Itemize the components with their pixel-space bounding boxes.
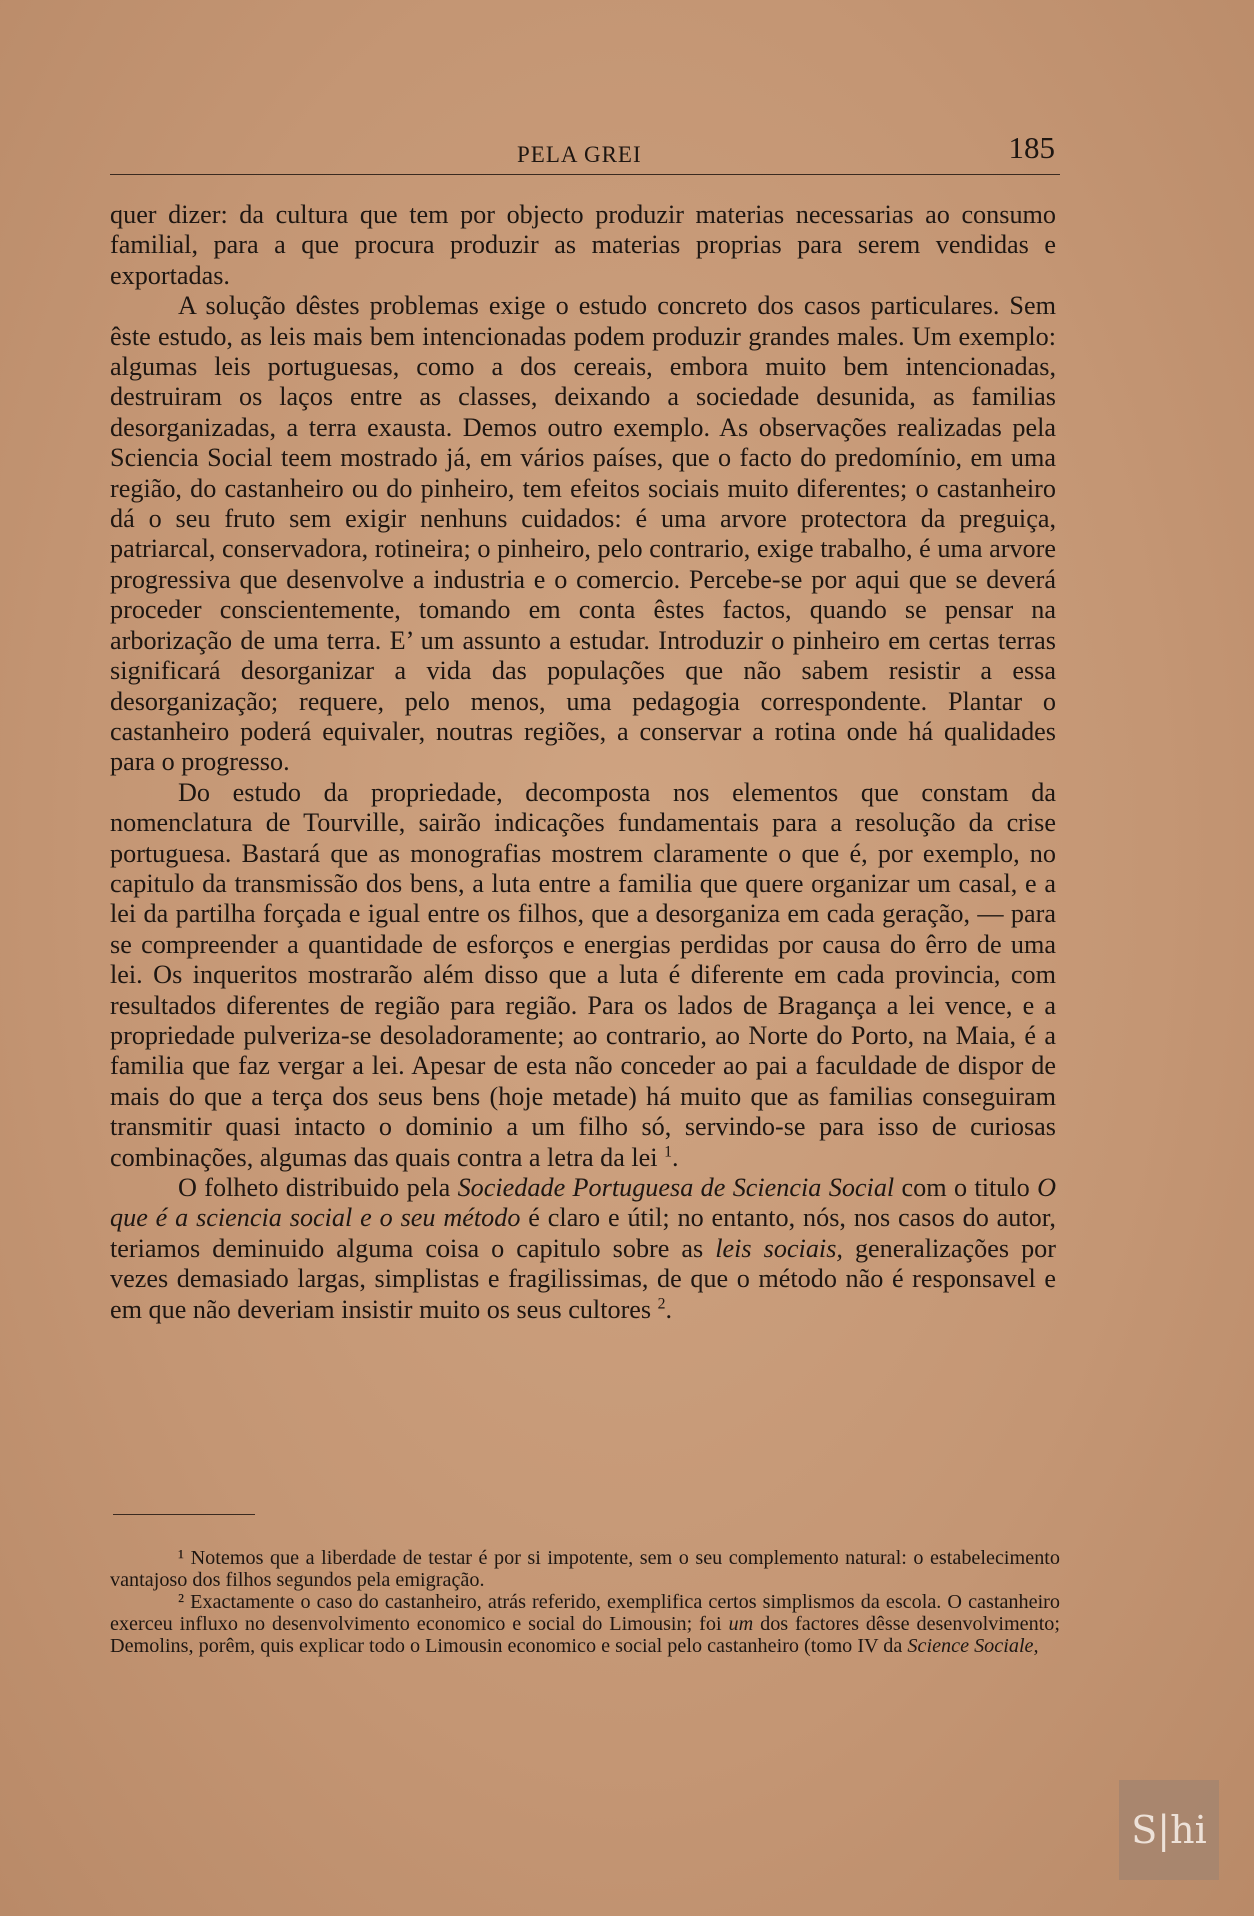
library-logo: S|hi bbox=[1119, 1780, 1219, 1880]
footnote-1: ¹ Notemos que a liberdade de testar é por si impotente, sem o seu complemento natural: o estabelecimento vantajoso dos filhos segundos pela emigração. bbox=[110, 1547, 1060, 1591]
p4-booklet-title: O que é a sciencia social e o seu método bbox=[110, 1173, 1056, 1233]
p4-society-name: Sociedade Portuguesa de Sciencia Social bbox=[457, 1173, 895, 1202]
fn2-um: um bbox=[728, 1613, 754, 1635]
paragraph-3-text: Do estudo da propriedade, decomposta nos elementos que constam da nomenclatura de Tourville, sairão indicações fundamentais para a resolução da crise portuguesa. Bastará que as monografias mostrem claramente o que é, por exemplo, no capitulo da transmissão dos bens, a luta entre a familia que quere organizar um casal, e a lei da partilha forçada e igual entre os filhos, que a desorganiza em cada geração, — para se compreender a quantidade de esforços e energias perdidas por causa do êrro de uma lei. Os inqueritos mostrarão além disso que a luta é diferente em cada provincia, com resultados diferentes de região para região. Para os lados de Bragança a lei vence, e a propriedade pulveriza-se desoladoramente; ao contrario, ao Norte do Porto, na Maia, é a familia que faz vergar a lei. Apesar de esta não conceder ao pai a faculdade de dispor de mais do que a terça dos seus bens (hoje metade) há muito que as familias conseguiram transmitir quasi intacto o dominio a um filho só, servindo-se para isso de curiosas combinações, algumas das quais contra a letra da lei bbox=[110, 777, 1056, 1172]
footnote-rule bbox=[113, 1514, 255, 1515]
fn2-text-a: ² Exactamente o caso do castanheiro, atrás referido, exemplifica certos simplismos da escola. O castanheiro exerceu influxo no desenvolvimento economico e social do Limousin; foi bbox=[110, 1591, 1060, 1635]
page-number: 185 bbox=[1008, 130, 1055, 165]
p4-text-c: com o titulo bbox=[894, 1173, 1038, 1202]
footnote-2 bbox=[110, 1591, 1060, 1657]
header-rule bbox=[110, 174, 1060, 175]
footnotes bbox=[110, 1547, 1060, 1657]
fn2-science-sociale: Science Sociale, bbox=[907, 1635, 1039, 1657]
paragraph-4: O folheto distribuido pela Sociedade Portuguesa de Sciencia Social com o titulo O que é a sciencia social e o seu método é claro e útil; no entanto, nós, nos casos do autor, teriamos deminuido alguma coisa o capitulo sobre as leis sociais, generalizações por vezes demasiado largas, simplistas e fragilissimas, de que o método não é responsavel e em que não deveriam insistir muito os seus cultores $^2$. bbox=[110, 1173, 1056, 1324]
fn2-text-c: dos factores dêsse desenvolvimento; Demolins, porêm, quis explicar todo o Limousin economico e social pelo castanheiro (tomo IV da bbox=[110, 1613, 1061, 1657]
p4-text-g: generalizações por vezes demasiado largas, simplistas e fragilissimas, de que o método não é responsavel e em que não deveriam insistir muito os seus cultores bbox=[110, 1233, 1056, 1324]
running-title: PELA GREI bbox=[517, 142, 642, 167]
p4-social-laws: leis sociais, bbox=[715, 1233, 843, 1263]
footnote-ref-2: 2 bbox=[657, 1294, 666, 1312]
paragraph-3: Do estudo da propriedade, decomposta nos elementos que constam da nomenclatura de Tourville, sairão indicações fundamentais para a resolução da crise portuguesa. Bastará que as monografias mostrem claramente o que é, por exemplo, no capitulo da transmissão dos bens, a luta entre a familia que quere organizar um casal, e a lei da partilha forçada e igual entre os filhos, que a desorganiza em cada geração, — para se compreender a quantidade de esforços e energias perdidas por causa do êrro de uma lei. Os inqueritos mostrarão além disso que a luta é diferente em cada provincia, com resultados diferentes de região para região. Para os lados de Bragança a lei vence, e a propriedade pulveriza-se desoladoramente; ao contrario, ao Norte do Porto, na Maia, é a familia que faz vergar a lei. Apesar de esta não conceder ao pai a faculdade de dispor de mais do que a terça dos seus bens (hoje metade) há muito que as familias conseguiram transmitir quasi intacto o dominio a um filho só, servindo-se para isso de curiosas combinações, algumas das quais contra a letra da lei $^1$. bbox=[110, 777, 1056, 1172]
p4-text-a: O folheto distribuido pela bbox=[178, 1173, 458, 1202]
p4-text-e: é claro e útil; no entanto, nós, nos casos do autor, teriamos deminuido alguma coisa o capitulo sobre as bbox=[110, 1203, 1056, 1263]
footnote-ref-1: 1 bbox=[664, 1142, 672, 1160]
running-head bbox=[110, 130, 1060, 178]
paragraph-1: quer dizer: da cultura que tem por objecto produzir materias necessarias ao consumo familial, para a que procura produzir as materias proprias para serem vendidas e exportadas. bbox=[110, 200, 1056, 290]
paragraph-2: A solução dêstes problemas exige o estudo concreto dos casos particulares. Sem êste estudo, as leis mais bem intencionadas podem produzir grandes males. Um exemplo: algumas leis portuguesas, como a dos cereais, embora muito bem intencionadas, destruiram os laços entre as classes, deixando a sociedade desunida, as familias desorganizadas, a terra exausta. Demos outro exemplo. As observações realizadas pela Sciencia Social teem mostrado já, em vários países, que o facto do predomínio, em uma região, do castanheiro ou do pinheiro, tem efeitos sociais muito diferentes; o castanheiro dá o seu fruto sem exigir nenhuns cuidados: é uma arvore protectora da preguiça, patriarcal, conservadora, rotineira; o pinheiro, pelo contrario, exige trabalho, é uma arvore progressiva que desenvolve a industria e o comercio. Percebe-se por aqui que se deverá proceder conscientemente, tomando em conta êstes factos, quando se pensar na arborização de uma terra. E’ um assunto a estudar. Introduzir o pinheiro em certas terras significará desorganizar a vida das populações que não sabem resistir a essa desorganização; requere, pelo menos, uma pedagogia correspondente. Plantar o castanheiro poderá equivaler, noutras regiões, a conservar a rotina onde há qualidades para o progresso. bbox=[110, 291, 1056, 777]
body-text bbox=[110, 200, 1056, 1325]
